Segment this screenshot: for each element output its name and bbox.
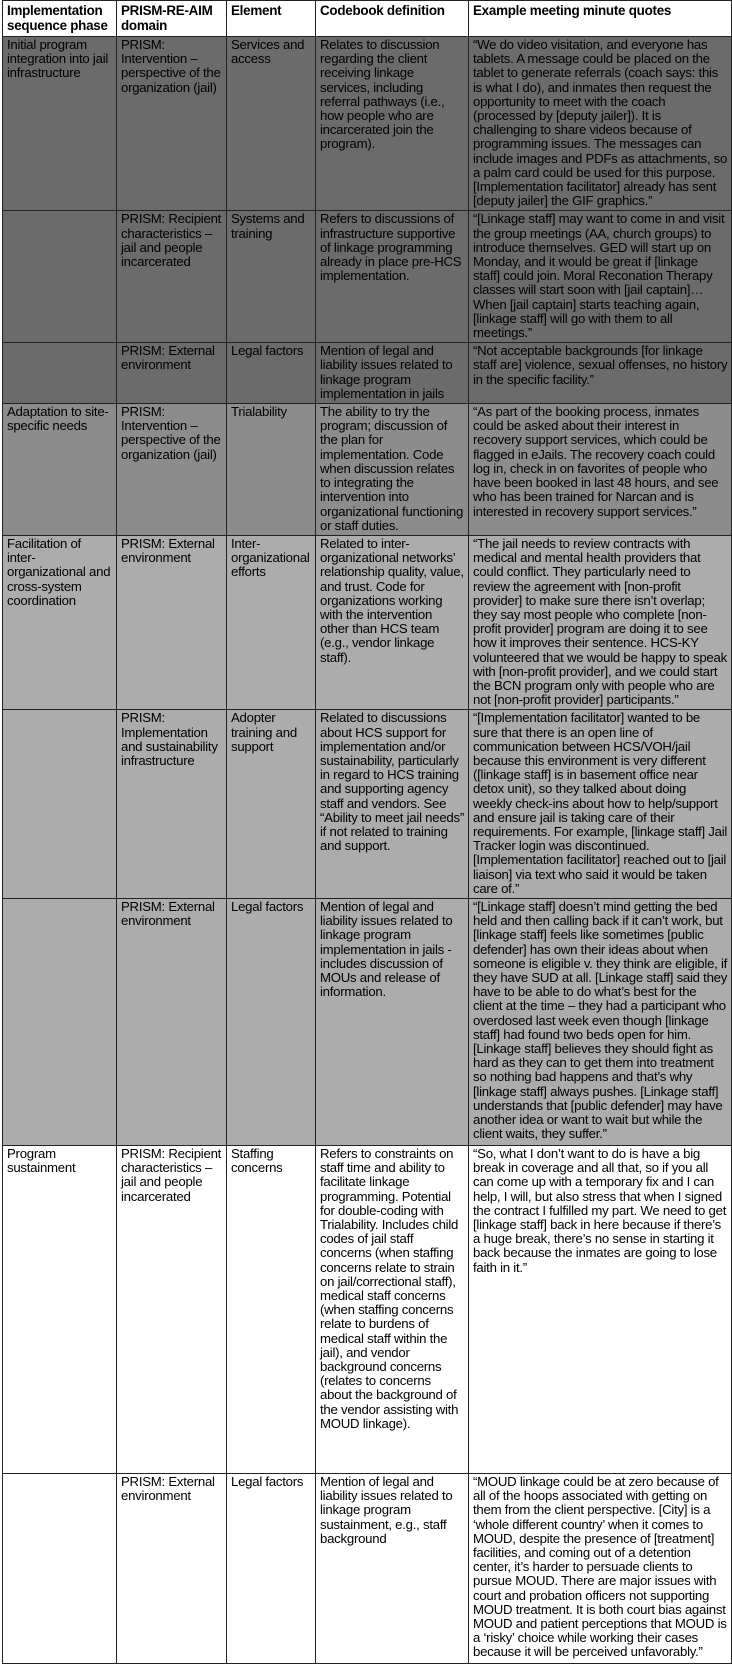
element-cell: Inter-organizational efforts xyxy=(227,535,316,709)
phase-cell: Adaptation to site-specific needs xyxy=(3,404,117,536)
codebook-table xyxy=(2,0,732,1664)
domain-cell: PRISM: Intervention – perspective of the organization (jail) xyxy=(117,404,227,536)
domain-cell: PRISM: Implementation and sustainability infrastructure xyxy=(117,710,227,899)
phase-cell: Initial program integration into jail infrastructure xyxy=(3,37,117,211)
domain-cell: PRISM: Recipient characteristics – jail and people incarcerated xyxy=(117,211,227,343)
header-definition: Codebook definition xyxy=(316,1,469,37)
header-quotes: Example meeting minute quotes xyxy=(469,1,732,37)
element-cell: Staffing concerns xyxy=(227,1145,316,1473)
header-row xyxy=(3,1,732,37)
table-row xyxy=(3,898,732,1145)
phase-cell xyxy=(3,1473,117,1663)
table-row xyxy=(3,710,732,899)
header-element: Element xyxy=(227,1,316,37)
definition-cell: Refers to discussions of infrastructure supportive of linkage programming already in place pre-HCS implementation. xyxy=(316,211,469,343)
quote-cell: “We do video visitation, and everyone has tablets. A message could be placed on the tablet to generate referrals (coach says: this is what I do), and inmates then request the opportunity to meet with the coach (processed by [deputy jailer]). It is challenging to share videos because of programming issues. The messages can include images and PDFs as attachments, so a palm card could be used for this purpose. [Implementation facilitator] already has sent [deputy jailer] the GIF graphics.” xyxy=(469,37,732,211)
element-cell: Legal factors xyxy=(227,343,316,404)
quote-cell: “[Linkage staff] may want to come in and visit the group meetings (AA, church groups) to introduce themselves. GED will start up on Monday, and it would be great if [linkage staff] could join. Moral Reconation Therapy classes will start soon with [jail captain]…When [jail captain] starts teaching again, [linkage staff] will go with them to all meetings.” xyxy=(469,211,732,343)
definition-cell: Mention of legal and liability issues related to linkage program implementation in jails - includes discussion of MOUs and release of information. xyxy=(316,898,469,1145)
phase-cell xyxy=(3,211,117,343)
definition-cell: Related to inter-organizational networks’ relationship quality, value, and trust. Code for organizations working with the intervention other than HCS team (e.g., vendor linkage staff). xyxy=(316,535,469,709)
element-cell: Trialability xyxy=(227,404,316,536)
table-row xyxy=(3,1473,732,1663)
phase-cell xyxy=(3,898,117,1145)
element-cell: Legal factors xyxy=(227,1473,316,1663)
phase-cell xyxy=(3,710,117,899)
table-row xyxy=(3,535,732,709)
definition-cell: The ability to try the program; discussion of the plan for implementation. Code when discussion relates to integrating the intervention into organizational functioning or staff duties. xyxy=(316,404,469,536)
definition-cell: Mention of legal and liability issues related to linkage program implementation in jails xyxy=(316,343,469,404)
domain-cell: PRISM: External environment xyxy=(117,1473,227,1663)
quote-cell: “MOUD linkage could be at zero because of all of the hoops associated with getting on them from the client perspective. [City] is a ‘whole different country’ when it comes to MOUD, despite the presence of [treatment] facilities, and coming out of a detention center, it’s harder to persuade clients to pursue MOUD. There are major issues with court and probation officers not supporting MOUD treatment. It is both court bias against MOUD and patient perceptions that MOUD is a ‘risky’ choice while working their cases because it will be perceived unfavorably.” xyxy=(469,1473,732,1663)
quote-cell: “[Linkage staff] doesn’t mind getting the bed held and then calling back if it can’t work, but [linkage staff] feels like sometimes [public defender] has own their ideas about when someone is eligible v. they think are eligible, if they have SUD at all. [Linkage staff] said they have to be able to do what’s best for the client at the time – they had a participant who overdosed last week even though [linkage staff] had found two beds open for him. [Linkage staff] believes they should fight as hard as they can to get them into treatment so nothing bad happens and that’s why [linkage staff] always pushes. [Linkage staff] understands that [public defender] may have another idea or want to wait but while the client waits, they suffer.” xyxy=(469,898,732,1145)
quote-cell: “As part of the booking process, inmates could be asked about their interest in recovery support services, which could be flagged in eJails. The recovery coach could log in, check in on favorites of people who have been booked in last 48 hours, and see who has been trained for Narcan and is interested in recovery support services.” xyxy=(469,404,732,536)
element-cell: Adopter training and support xyxy=(227,710,316,899)
header-phase: Implementation sequence phase xyxy=(3,1,117,37)
table-row xyxy=(3,404,732,536)
phase-cell: Facilitation of inter-organizational and cross-system coordination xyxy=(3,535,117,709)
quote-cell: “Not acceptable backgrounds [for linkage staff are] violence, sexual offenses, no history in the specific facility.” xyxy=(469,343,732,404)
domain-cell: PRISM: External environment xyxy=(117,898,227,1145)
element-cell: Services and access xyxy=(227,37,316,211)
element-cell: Legal factors xyxy=(227,898,316,1145)
quote-cell: “[Implementation facilitator] wanted to be sure that there is an open line of communication between HCS/VOH/jail because this environment is very different ([linkage staff] is in basement office near detox unit), so they talked about doing weekly check-ins about how to help/support and ensure jail is taking care of their requirements. For example, [linkage staff] Jail Tracker login was discontinued. [Implementation facilitator] reached out to [jail liaison] via text who said it would be taken care of.” xyxy=(469,710,732,899)
definition-cell: Related to discussions about HCS support for implementation and/or sustainability, particularly in regard to HCS training and supporting agency staff and vendors. See “Ability to meet jail needs” if not related to training and support. xyxy=(316,710,469,899)
quote-cell: “So, what I don’t want to do is have a big break in coverage and all that, so if you all can come up with a temporary fix and I can help, I will, but also stress that when I signed the contract I fulfilled my part. We need to get [linkage staff] back in here because if there’s a huge break, there’s no sense in starting it back because the inmates are going to lose faith in it.” xyxy=(469,1145,732,1473)
element-cell: Systems and training xyxy=(227,211,316,343)
phase-cell xyxy=(3,343,117,404)
header-domain: PRISM-RE-AIM domain xyxy=(117,1,227,37)
table-row xyxy=(3,343,732,404)
phase-cell: Program sustainment xyxy=(3,1145,117,1473)
definition-cell: Mention of legal and liability issues related to linkage program sustainment, e.g., staff background xyxy=(316,1473,469,1663)
domain-cell: PRISM: Recipient characteristics – jail and people incarcerated xyxy=(117,1145,227,1473)
quote-cell: “The jail needs to review contracts with medical and mental health providers that could conflict. They particularly need to review the agreement with [non-profit provider] to make sure there isn’t overlap; they say most people who complete [non-profit provider] program are doing it to see how it improves their sentence. HCS-KY volunteered that we would be happy to speak with [non-profit provider], and we could start the BCN program only with people who are not [non-profit provider] participants.” xyxy=(469,535,732,709)
domain-cell: PRISM: External environment xyxy=(117,343,227,404)
table-row xyxy=(3,211,732,343)
domain-cell: PRISM: Intervention – perspective of the organization (jail) xyxy=(117,37,227,211)
table-row xyxy=(3,1145,732,1473)
domain-cell: PRISM: External environment xyxy=(117,535,227,709)
definition-cell: Refers to constraints on staff time and ability to facilitate linkage programming. Potential for double-coding with Trialability. Includes child codes of jail staff concerns (when staffing concerns relate to strain on jail/correctional staff), medical staff concerns (when staffing concerns relate to burdens of medical staff within the jail), and vendor background concerns (relates to concerns about the background of the vendor assisting with MOUD linkage). xyxy=(316,1145,469,1473)
table-row xyxy=(3,37,732,211)
definition-cell: Relates to discussion regarding the client receiving linkage services, including referral pathways (i.e., how people who are incarcerated join the program). xyxy=(316,37,469,211)
